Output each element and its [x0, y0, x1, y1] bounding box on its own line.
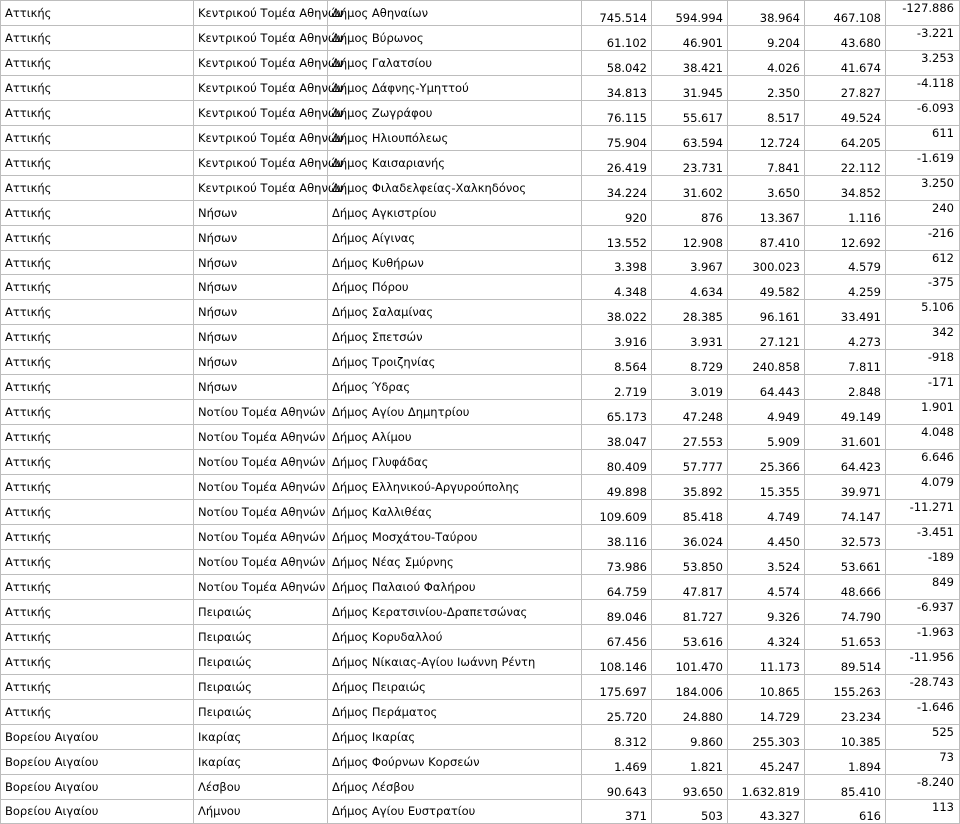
value-1-cell: 8.312 [582, 724, 652, 749]
value-3-cell: 9.326 [728, 599, 805, 624]
difference-cell: 4.079 [886, 475, 960, 500]
table-row [1, 75, 960, 100]
municipality-cell: Δήμος Ύδρας [328, 375, 582, 400]
value-3-cell: 45.247 [728, 749, 805, 774]
value-3-cell: 5.909 [728, 425, 805, 450]
municipality-cell: Δήμος Ικαρίας [328, 724, 582, 749]
table-row [1, 475, 960, 500]
regional-unit-cell: Νήσων [194, 300, 328, 325]
value-3-cell: 3.524 [728, 549, 805, 574]
region-cell: Βορείου Αιγαίου [1, 724, 194, 749]
municipality-cell: Δήμος Αλίμου [328, 425, 582, 450]
value-4-cell: 43.680 [805, 25, 886, 50]
regional-unit-cell: Νοτίου Τομέα Αθηνών [194, 525, 328, 550]
value-2-cell: 53.616 [652, 624, 728, 649]
municipality-cell: Δήμος Αίγινας [328, 225, 582, 250]
regional-unit-cell: Νοτίου Τομέα Αθηνών [194, 500, 328, 525]
municipality-cell: Δήμος Νίκαιας-Αγίου Ιωάννη Ρέντη [328, 649, 582, 674]
value-4-cell: 51.653 [805, 624, 886, 649]
difference-cell: 73 [886, 749, 960, 774]
value-4-cell: 85.410 [805, 774, 886, 799]
municipality-cell: Δήμος Κυθήρων [328, 250, 582, 275]
value-2-cell: 47.248 [652, 400, 728, 425]
regional-unit-cell: Νήσων [194, 200, 328, 225]
value-1-cell: 13.552 [582, 225, 652, 250]
table-row [1, 275, 960, 300]
value-1-cell: 3.916 [582, 325, 652, 350]
table-row [1, 699, 960, 724]
municipality-cell: Δήμος Παλαιού Φαλήρου [328, 574, 582, 599]
difference-cell: -4.118 [886, 75, 960, 100]
value-4-cell: 64.423 [805, 450, 886, 475]
table-row [1, 250, 960, 275]
value-2-cell: 93.650 [652, 774, 728, 799]
region-cell: Αττικής [1, 325, 194, 350]
regional-unit-cell: Κεντρικού Τομέα Αθηνών [194, 100, 328, 125]
value-1-cell: 64.759 [582, 574, 652, 599]
table-row [1, 100, 960, 125]
difference-cell: 3.250 [886, 175, 960, 200]
value-3-cell: 4.026 [728, 50, 805, 75]
value-4-cell: 39.971 [805, 475, 886, 500]
municipality-cell: Δήμος Ηλιουπόλεως [328, 125, 582, 150]
difference-cell: -1.619 [886, 150, 960, 175]
table-row [1, 425, 960, 450]
regional-unit-cell: Νοτίου Τομέα Αθηνών [194, 574, 328, 599]
value-2-cell: 8.729 [652, 350, 728, 375]
value-4-cell: 4.579 [805, 250, 886, 275]
municipality-cell: Δήμος Φούρνων Κορσεών [328, 749, 582, 774]
municipality-cell: Δήμος Καλλιθέας [328, 500, 582, 525]
region-cell: Αττικής [1, 475, 194, 500]
value-3-cell: 4.324 [728, 624, 805, 649]
municipality-cell: Δήμος Δάφνης-Υμηττού [328, 75, 582, 100]
value-4-cell: 33.491 [805, 300, 886, 325]
table-row [1, 1, 960, 26]
table-row [1, 125, 960, 150]
difference-cell: 4.048 [886, 425, 960, 450]
region-cell: Αττικής [1, 100, 194, 125]
municipality-cell: Δήμος Ζωγράφου [328, 100, 582, 125]
value-4-cell: 2.848 [805, 375, 886, 400]
value-3-cell: 2.350 [728, 75, 805, 100]
regional-unit-cell: Κεντρικού Τομέα Αθηνών [194, 75, 328, 100]
value-3-cell: 49.582 [728, 275, 805, 300]
difference-cell: -6.937 [886, 599, 960, 624]
region-cell: Αττικής [1, 300, 194, 325]
regional-unit-cell: Νήσων [194, 275, 328, 300]
value-2-cell: 3.967 [652, 250, 728, 275]
value-1-cell: 25.720 [582, 699, 652, 724]
regional-unit-cell: Λέσβου [194, 774, 328, 799]
difference-cell: -216 [886, 225, 960, 250]
municipality-cell: Δήμος Ελληνικού-Αργυρούπολης [328, 475, 582, 500]
value-4-cell: 49.149 [805, 400, 886, 425]
value-1-cell: 49.898 [582, 475, 652, 500]
value-4-cell: 32.573 [805, 525, 886, 550]
value-4-cell: 1.116 [805, 200, 886, 225]
value-3-cell: 87.410 [728, 225, 805, 250]
value-2-cell: 57.777 [652, 450, 728, 475]
municipality-cell: Δήμος Γλυφάδας [328, 450, 582, 475]
table-row [1, 599, 960, 624]
value-3-cell: 27.121 [728, 325, 805, 350]
region-cell: Αττικής [1, 175, 194, 200]
region-cell: Αττικής [1, 225, 194, 250]
regional-unit-cell: Πειραιώς [194, 699, 328, 724]
regional-unit-cell: Πειραιώς [194, 599, 328, 624]
regional-unit-cell: Ικαρίας [194, 749, 328, 774]
difference-cell: -171 [886, 375, 960, 400]
municipality-cell: Δήμος Σπετσών [328, 325, 582, 350]
regional-unit-cell: Νήσων [194, 250, 328, 275]
difference-cell: -375 [886, 275, 960, 300]
difference-cell: -3.221 [886, 25, 960, 50]
municipality-cell: Δήμος Λέσβου [328, 774, 582, 799]
difference-cell: -1.646 [886, 699, 960, 724]
region-cell: Αττικής [1, 125, 194, 150]
value-3-cell: 12.724 [728, 125, 805, 150]
regional-unit-cell: Νοτίου Τομέα Αθηνών [194, 475, 328, 500]
municipality-cell: Δήμος Αγκιστρίου [328, 200, 582, 225]
value-1-cell: 38.022 [582, 300, 652, 325]
value-2-cell: 46.901 [652, 25, 728, 50]
difference-cell: 612 [886, 250, 960, 275]
value-4-cell: 89.514 [805, 649, 886, 674]
difference-cell: -189 [886, 549, 960, 574]
value-1-cell: 3.398 [582, 250, 652, 275]
table-row [1, 175, 960, 200]
table-row [1, 300, 960, 325]
table-row [1, 450, 960, 475]
region-cell: Αττικής [1, 1, 194, 26]
regional-unit-cell: Νοτίου Τομέα Αθηνών [194, 400, 328, 425]
municipality-cell: Δήμος Πόρου [328, 275, 582, 300]
value-2-cell: 24.880 [652, 699, 728, 724]
difference-cell: 611 [886, 125, 960, 150]
municipality-cell: Δήμος Αθηναίων [328, 1, 582, 26]
regional-unit-cell: Λήμνου [194, 799, 328, 824]
table-row [1, 25, 960, 50]
value-3-cell: 13.367 [728, 200, 805, 225]
value-2-cell: 876 [652, 200, 728, 225]
regional-unit-cell: Πειραιώς [194, 624, 328, 649]
regional-unit-cell: Κεντρικού Τομέα Αθηνών [194, 150, 328, 175]
regional-unit-cell: Νήσων [194, 225, 328, 250]
value-3-cell: 4.450 [728, 525, 805, 550]
table-row [1, 799, 960, 824]
value-4-cell: 1.894 [805, 749, 886, 774]
value-4-cell: 74.790 [805, 599, 886, 624]
value-4-cell: 12.692 [805, 225, 886, 250]
difference-cell: 342 [886, 325, 960, 350]
value-3-cell: 38.964 [728, 1, 805, 26]
difference-cell: -28.743 [886, 674, 960, 699]
table-row [1, 549, 960, 574]
municipality-cell: Δήμος Κερατσινίου-Δραπετσώνας [328, 599, 582, 624]
region-cell: Αττικής [1, 25, 194, 50]
regional-unit-cell: Κεντρικού Τομέα Αθηνών [194, 50, 328, 75]
regional-unit-cell: Ικαρίας [194, 724, 328, 749]
value-2-cell: 3.019 [652, 375, 728, 400]
value-1-cell: 73.986 [582, 549, 652, 574]
region-cell: Αττικής [1, 450, 194, 475]
regional-unit-cell: Νήσων [194, 325, 328, 350]
value-4-cell: 616 [805, 799, 886, 824]
regional-unit-cell: Νήσων [194, 350, 328, 375]
municipality-cell: Δήμος Περάματος [328, 699, 582, 724]
region-cell: Βορείου Αιγαίου [1, 774, 194, 799]
value-2-cell: 4.634 [652, 275, 728, 300]
region-cell: Αττικής [1, 75, 194, 100]
region-cell: Αττικής [1, 649, 194, 674]
value-1-cell: 745.514 [582, 1, 652, 26]
municipality-cell: Δήμος Γαλατσίου [328, 50, 582, 75]
difference-cell: -6.093 [886, 100, 960, 125]
value-2-cell: 31.602 [652, 175, 728, 200]
region-cell: Αττικής [1, 375, 194, 400]
difference-cell: -3.451 [886, 525, 960, 550]
value-2-cell: 1.821 [652, 749, 728, 774]
table-row [1, 200, 960, 225]
table-row [1, 400, 960, 425]
value-2-cell: 85.418 [652, 500, 728, 525]
value-1-cell: 920 [582, 200, 652, 225]
region-cell: Αττικής [1, 525, 194, 550]
value-1-cell: 4.348 [582, 275, 652, 300]
value-1-cell: 76.115 [582, 100, 652, 125]
region-cell: Αττικής [1, 250, 194, 275]
value-3-cell: 240.858 [728, 350, 805, 375]
value-1-cell: 38.116 [582, 525, 652, 550]
value-1-cell: 58.042 [582, 50, 652, 75]
region-cell: Αττικής [1, 624, 194, 649]
municipality-cell: Δήμος Πειραιώς [328, 674, 582, 699]
value-4-cell: 4.273 [805, 325, 886, 350]
difference-cell: 1.901 [886, 400, 960, 425]
table-row [1, 50, 960, 75]
regional-unit-cell: Πειραιώς [194, 649, 328, 674]
table-row [1, 749, 960, 774]
municipality-cell: Δήμος Αγίου Ευστρατίου [328, 799, 582, 824]
value-3-cell: 64.443 [728, 375, 805, 400]
value-3-cell: 300.023 [728, 250, 805, 275]
value-2-cell: 28.385 [652, 300, 728, 325]
value-1-cell: 34.224 [582, 175, 652, 200]
value-2-cell: 63.594 [652, 125, 728, 150]
table-row [1, 674, 960, 699]
value-4-cell: 10.385 [805, 724, 886, 749]
municipality-cell: Δήμος Κορυδαλλού [328, 624, 582, 649]
region-cell: Αττικής [1, 699, 194, 724]
value-2-cell: 27.553 [652, 425, 728, 450]
value-2-cell: 503 [652, 799, 728, 824]
value-4-cell: 155.263 [805, 674, 886, 699]
value-4-cell: 74.147 [805, 500, 886, 525]
value-2-cell: 38.421 [652, 50, 728, 75]
value-2-cell: 36.024 [652, 525, 728, 550]
value-1-cell: 2.719 [582, 375, 652, 400]
region-cell: Αττικής [1, 50, 194, 75]
difference-cell: 6.646 [886, 450, 960, 475]
table-row [1, 325, 960, 350]
value-1-cell: 34.813 [582, 75, 652, 100]
value-1-cell: 67.456 [582, 624, 652, 649]
value-3-cell: 4.749 [728, 500, 805, 525]
value-2-cell: 55.617 [652, 100, 728, 125]
value-4-cell: 41.674 [805, 50, 886, 75]
regional-unit-cell: Νοτίου Τομέα Αθηνών [194, 425, 328, 450]
municipality-cell: Δήμος Σαλαμίνας [328, 300, 582, 325]
value-4-cell: 23.234 [805, 699, 886, 724]
table-row [1, 225, 960, 250]
value-3-cell: 255.303 [728, 724, 805, 749]
region-cell: Αττικής [1, 549, 194, 574]
regional-unit-cell: Νοτίου Τομέα Αθηνών [194, 549, 328, 574]
value-3-cell: 10.865 [728, 674, 805, 699]
value-2-cell: 3.931 [652, 325, 728, 350]
value-1-cell: 371 [582, 799, 652, 824]
difference-cell: 3.253 [886, 50, 960, 75]
municipality-cell: Δήμος Φιλαδελφείας-Χαλκηδόνος [328, 175, 582, 200]
difference-cell: -918 [886, 350, 960, 375]
table-row [1, 150, 960, 175]
value-1-cell: 65.173 [582, 400, 652, 425]
regional-unit-cell: Κεντρικού Τομέα Αθηνών [194, 1, 328, 26]
table-row [1, 350, 960, 375]
difference-cell: -8.240 [886, 774, 960, 799]
region-cell: Αττικής [1, 200, 194, 225]
value-2-cell: 184.006 [652, 674, 728, 699]
table-row [1, 649, 960, 674]
regional-unit-cell: Κεντρικού Τομέα Αθηνών [194, 25, 328, 50]
value-2-cell: 53.850 [652, 549, 728, 574]
value-4-cell: 53.661 [805, 549, 886, 574]
municipality-cell: Δήμος Βύρωνος [328, 25, 582, 50]
value-1-cell: 61.102 [582, 25, 652, 50]
municipality-cell: Δήμος Νέας Σμύρνης [328, 549, 582, 574]
table-row [1, 500, 960, 525]
region-cell: Αττικής [1, 599, 194, 624]
value-2-cell: 35.892 [652, 475, 728, 500]
value-1-cell: 80.409 [582, 450, 652, 475]
table-row [1, 525, 960, 550]
value-1-cell: 8.564 [582, 350, 652, 375]
regional-unit-cell: Κεντρικού Τομέα Αθηνών [194, 175, 328, 200]
value-2-cell: 12.908 [652, 225, 728, 250]
value-4-cell: 34.852 [805, 175, 886, 200]
value-2-cell: 23.731 [652, 150, 728, 175]
value-4-cell: 31.601 [805, 425, 886, 450]
region-cell: Αττικής [1, 674, 194, 699]
value-3-cell: 4.574 [728, 574, 805, 599]
region-cell: Αττικής [1, 350, 194, 375]
table-body [1, 1, 960, 824]
difference-cell: -1.963 [886, 624, 960, 649]
value-1-cell: 109.609 [582, 500, 652, 525]
table-row [1, 574, 960, 599]
value-2-cell: 101.470 [652, 649, 728, 674]
value-1-cell: 1.469 [582, 749, 652, 774]
municipality-cell: Δήμος Αγίου Δημητρίου [328, 400, 582, 425]
regional-unit-cell: Πειραιώς [194, 674, 328, 699]
value-2-cell: 594.994 [652, 1, 728, 26]
value-3-cell: 96.161 [728, 300, 805, 325]
table-row [1, 624, 960, 649]
value-3-cell: 11.173 [728, 649, 805, 674]
value-1-cell: 90.643 [582, 774, 652, 799]
table-row [1, 774, 960, 799]
table-row [1, 724, 960, 749]
municipality-cell: Δήμος Μοσχάτου-Ταύρου [328, 525, 582, 550]
difference-cell: 113 [886, 799, 960, 824]
value-3-cell: 9.204 [728, 25, 805, 50]
value-1-cell: 38.047 [582, 425, 652, 450]
value-1-cell: 89.046 [582, 599, 652, 624]
difference-cell: 5.106 [886, 300, 960, 325]
value-3-cell: 3.650 [728, 175, 805, 200]
value-1-cell: 108.146 [582, 649, 652, 674]
difference-cell: -11.271 [886, 500, 960, 525]
value-4-cell: 49.524 [805, 100, 886, 125]
value-4-cell: 7.811 [805, 350, 886, 375]
region-cell: Αττικής [1, 425, 194, 450]
value-1-cell: 75.904 [582, 125, 652, 150]
value-4-cell: 64.205 [805, 125, 886, 150]
value-3-cell: 4.949 [728, 400, 805, 425]
region-cell: Βορείου Αιγαίου [1, 799, 194, 824]
value-4-cell: 4.259 [805, 275, 886, 300]
value-3-cell: 25.366 [728, 450, 805, 475]
region-cell: Αττικής [1, 275, 194, 300]
regional-unit-cell: Νοτίου Τομέα Αθηνών [194, 450, 328, 475]
region-cell: Βορείου Αιγαίου [1, 749, 194, 774]
value-3-cell: 1.632.819 [728, 774, 805, 799]
value-3-cell: 7.841 [728, 150, 805, 175]
value-2-cell: 9.860 [652, 724, 728, 749]
difference-cell: -127.886 [886, 1, 960, 26]
value-1-cell: 26.419 [582, 150, 652, 175]
region-cell: Αττικής [1, 400, 194, 425]
value-2-cell: 31.945 [652, 75, 728, 100]
regional-unit-cell: Κεντρικού Τομέα Αθηνών [194, 125, 328, 150]
table-row [1, 375, 960, 400]
region-cell: Αττικής [1, 150, 194, 175]
difference-cell: -11.956 [886, 649, 960, 674]
difference-cell: 240 [886, 200, 960, 225]
value-4-cell: 27.827 [805, 75, 886, 100]
value-2-cell: 81.727 [652, 599, 728, 624]
municipality-cell: Δήμος Καισαριανής [328, 150, 582, 175]
value-4-cell: 22.112 [805, 150, 886, 175]
value-4-cell: 48.666 [805, 574, 886, 599]
municipality-cell: Δήμος Τροιζηνίας [328, 350, 582, 375]
value-2-cell: 47.817 [652, 574, 728, 599]
difference-cell: 525 [886, 724, 960, 749]
value-3-cell: 14.729 [728, 699, 805, 724]
region-cell: Αττικής [1, 500, 194, 525]
value-3-cell: 15.355 [728, 475, 805, 500]
regional-unit-cell: Νήσων [194, 375, 328, 400]
value-4-cell: 467.108 [805, 1, 886, 26]
region-cell: Αττικής [1, 574, 194, 599]
difference-cell: 849 [886, 574, 960, 599]
value-3-cell: 43.327 [728, 799, 805, 824]
value-3-cell: 8.517 [728, 100, 805, 125]
value-1-cell: 175.697 [582, 674, 652, 699]
